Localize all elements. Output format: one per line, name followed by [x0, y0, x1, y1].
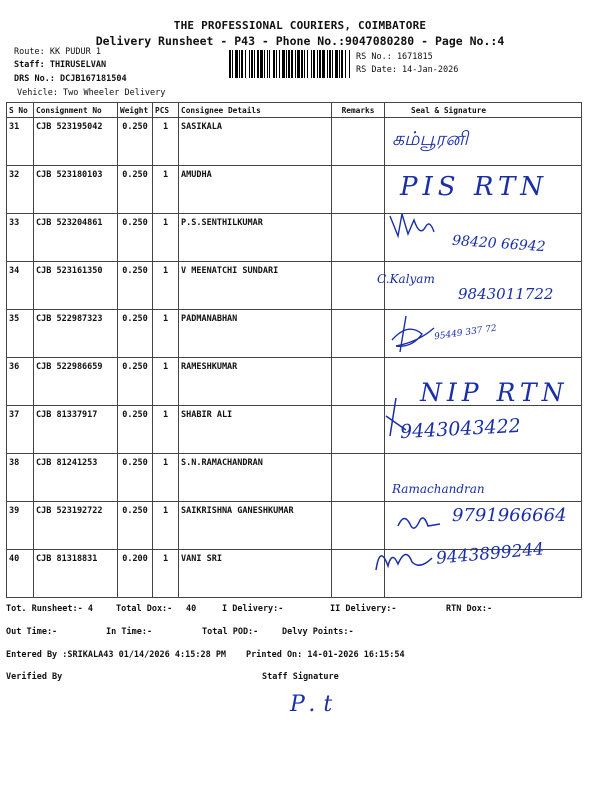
column-header: S No	[7, 103, 34, 118]
cell-sno: 33	[7, 214, 34, 262]
column-header: Remarks	[332, 103, 385, 118]
signature-35-scribble	[388, 312, 438, 358]
column-header: Seal & Signature	[385, 103, 582, 118]
signature-40-phone: 9443899244	[435, 539, 545, 569]
drs-number: DRS No.: DCJB167181504	[14, 74, 127, 84]
cell-consignment: CJB 81241253	[34, 454, 118, 502]
column-header: Consignment No	[34, 103, 118, 118]
entered-by: Entered By :SRIKALA43 01/14/2026 4:15:28 PM	[6, 650, 227, 660]
cell-consignee: SASIKALA	[179, 118, 332, 166]
total-dox-value: 40	[186, 604, 197, 614]
cell-consignee: SHABIR ALI	[179, 406, 332, 454]
cell-weight: 0.250	[118, 166, 153, 214]
staff-label: Staff: THIRUSELVAN	[14, 60, 107, 70]
total-pod-label: Total POD:-	[202, 627, 259, 637]
cell-remarks	[332, 214, 385, 262]
signature-32: PIS RTN	[400, 172, 549, 202]
cell-remarks	[332, 166, 385, 214]
ii-delivery-label: II Delivery:-	[330, 604, 397, 614]
cell-pcs: 1	[153, 118, 179, 166]
cell-sno: 34	[7, 262, 34, 310]
cell-sno: 36	[7, 358, 34, 406]
cell-remarks	[332, 454, 385, 502]
cell-consignee: V MEENATCHI SUNDARI	[179, 262, 332, 310]
signature-40-scribble	[372, 540, 438, 578]
cell-weight: 0.200	[118, 550, 153, 598]
signature-38-name: Ramachandran	[392, 482, 485, 496]
cell-consignee: RAMESHKUMAR	[179, 358, 332, 406]
route-label: Route: KK PUDUR 1	[14, 47, 101, 57]
cell-remarks	[332, 406, 385, 454]
cell-sno: 38	[7, 454, 34, 502]
signature-37: NIP RTN	[420, 378, 569, 407]
cell-consignee: SAIKRISHNA GANESHKUMAR	[179, 502, 332, 550]
cell-consignment: CJB 523180103	[34, 166, 118, 214]
cell-weight: 0.250	[118, 214, 153, 262]
doc-subtitle: Delivery Runsheet - P43 - Phone No.:9047080280 - Page No.:4	[95, 34, 505, 48]
cell-weight: 0.250	[118, 118, 153, 166]
cell-pcs: 1	[153, 406, 179, 454]
cell-sno: 32	[7, 166, 34, 214]
cell-sno: 35	[7, 310, 34, 358]
cell-consignee: S.N.RAMACHANDRAN	[179, 454, 332, 502]
signature-33-phone: 98420 66942	[451, 232, 546, 256]
staff-signature: P.t	[290, 692, 341, 717]
delvy-points-label: Delvy Points:-	[282, 627, 354, 637]
signature-39-scribble	[394, 510, 442, 536]
total-dox-label: Total Dox:-	[116, 604, 173, 614]
column-header: PCS	[153, 103, 179, 118]
cell-weight: 0.250	[118, 406, 153, 454]
cell-pcs: 1	[153, 358, 179, 406]
out-time-label: Out Time:-	[6, 627, 58, 637]
signature-34-name: C.Kalyam	[377, 272, 435, 286]
column-header: Weight	[118, 103, 153, 118]
cell-remarks	[332, 358, 385, 406]
cell-pcs: 1	[153, 214, 179, 262]
total-runsheet: Tot. Runsheet:- 4	[6, 604, 93, 614]
cell-remarks	[332, 310, 385, 358]
cell-consignment: CJB 523192722	[34, 502, 118, 550]
rtn-dox-label: RTN Dox:-	[446, 604, 493, 614]
table-row	[7, 118, 582, 166]
signature-37-phone: 9443043422	[399, 414, 522, 444]
doc-title: THE PROFESSIONAL COURIERS, COIMBATORE	[173, 19, 427, 32]
barcode-image	[229, 50, 351, 78]
table-header-row	[7, 103, 582, 118]
cell-pcs: 1	[153, 550, 179, 598]
cell-weight: 0.250	[118, 502, 153, 550]
cell-weight: 0.250	[118, 262, 153, 310]
cell-weight: 0.250	[118, 454, 153, 502]
cell-consignment: CJB 523161350	[34, 262, 118, 310]
cell-consignment: CJB 81337917	[34, 406, 118, 454]
cell-consignee: PADMANABHAN	[179, 310, 332, 358]
cell-pcs: 1	[153, 454, 179, 502]
column-header: Consignee Details	[179, 103, 332, 118]
cell-sno: 39	[7, 502, 34, 550]
signature-31: கம்பூரனி	[392, 128, 469, 150]
i-delivery-label: I Delivery:-	[222, 604, 284, 614]
signature-39-phone: 9791966664	[452, 505, 567, 526]
cell-consignee: AMUDHA	[179, 166, 332, 214]
cell-consignee: VANI SRI	[179, 550, 332, 598]
cell-pcs: 1	[153, 502, 179, 550]
cell-pcs: 1	[153, 262, 179, 310]
vehicle-label: Vehicle: Two Wheeler Delivery	[17, 88, 166, 98]
cell-remarks	[332, 118, 385, 166]
printed-on: Printed On: 14-01-2026 16:15:54	[246, 650, 405, 660]
in-time-label: In Time:-	[106, 627, 153, 637]
cell-pcs: 1	[153, 310, 179, 358]
cell-consignee: P.S.SENTHILKUMAR	[179, 214, 332, 262]
cell-sno: 40	[7, 550, 34, 598]
cell-weight: 0.250	[118, 310, 153, 358]
rs-date: RS Date: 14-Jan-2026	[356, 65, 459, 75]
rs-number: RS No.: 1671815	[356, 52, 433, 62]
cell-weight: 0.250	[118, 358, 153, 406]
table-row	[7, 454, 582, 502]
cell-consignment: CJB 522986659	[34, 358, 118, 406]
signature-34-phone: 9843011722	[458, 285, 554, 303]
verified-by-label: Verified By	[6, 672, 63, 682]
cell-consignment: CJB 522987323	[34, 310, 118, 358]
cell-sno: 37	[7, 406, 34, 454]
cell-sno: 31	[7, 118, 34, 166]
cell-consignment: CJB 523195042	[34, 118, 118, 166]
signature-33-scribble	[388, 208, 438, 242]
cell-pcs: 1	[153, 166, 179, 214]
cell-consignment: CJB 81318831	[34, 550, 118, 598]
staff-signature-label: Staff Signature	[262, 672, 339, 682]
signature-35-phone: 95449 337 72	[433, 323, 498, 343]
cell-consignment: CJB 523204861	[34, 214, 118, 262]
